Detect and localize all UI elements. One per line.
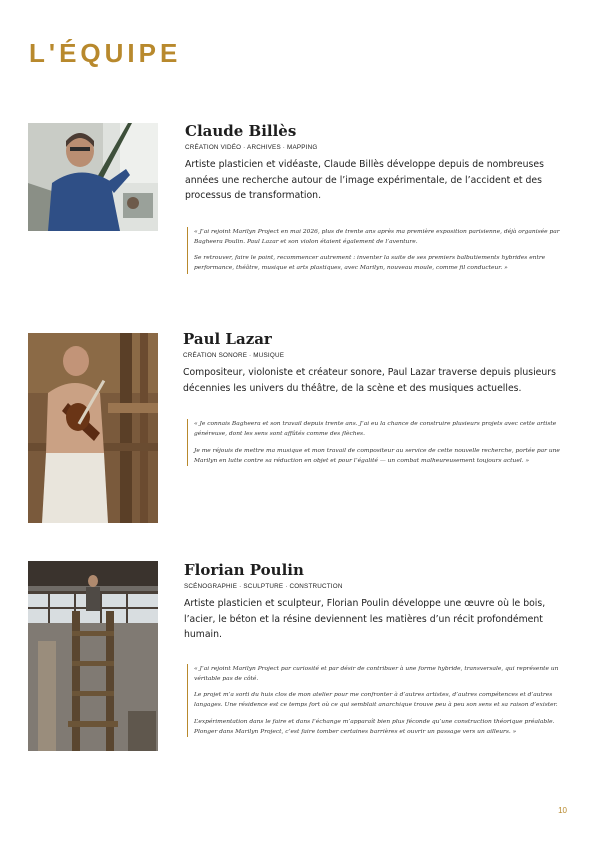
- member-photo: [28, 333, 158, 523]
- member-info: [185, 122, 563, 274]
- member-bio: Artiste plasticien et vidéaste, Claude Billès développe depuis de nombreuses années une recherche autour de l’image expérimentale, de l’accident et des processus de transformation.: [185, 159, 544, 201]
- member-roles: CRÉATION VIDÉO · ARCHIVES · MAPPING: [185, 144, 318, 151]
- quote-paragraph: Je me réjouis de mettre ma musique et mon travail de compositeur au service de cette nouvelle recherche, portée par une Marilyn en lutte contre sa réduction en objet et pour l’égalité — un combat malheureusement toujours actuel. »: [194, 447, 560, 464]
- member-bio: Artiste plasticien et sculpteur, Florian Poulin développe une œuvre où le bois, l’acier, le béton et la résine deviennent les matières d’un récit profondément humain.: [184, 598, 546, 640]
- member-name: Paul Lazar: [183, 330, 272, 348]
- quote-paragraph: L’expérimentation dans le faire et dans l’échange m’apparaît bien plus féconde qu’une construction théorique préalable. Plonger dans Marilyn Project, c’est faire tomber certaines barrières et ouvrir un passage vers un ailleurs. »: [194, 718, 555, 735]
- quote-paragraph: Se retrouver, faire le point, recommencer autrement : inventer la suite de ses premiers balbutiements hybrides entre performance, théâtre, musique et arts plastiques, avec Marilyn, nouveau moule, comme fil conducteur. »: [194, 255, 546, 272]
- member-quote: [187, 664, 565, 738]
- member-photo: [28, 561, 158, 751]
- member-roles: SCÉNOGRAPHIE · SCULPTURE · CONSTRUCTION: [184, 583, 343, 590]
- page-title: L'ÉQUIPE: [29, 38, 182, 68]
- member-quote: [187, 419, 563, 466]
- member-name: Claude Billès: [185, 122, 297, 140]
- member-photo: [28, 123, 158, 231]
- member-bio: Compositeur, violoniste et créateur sonore, Paul Lazar traverse depuis plusieurs décennies les univers du théâtre, de la scène et des musiques actuelles.: [183, 367, 556, 394]
- member-info: [184, 561, 565, 737]
- member-name: Florian Poulin: [184, 561, 304, 579]
- member-quote: [187, 227, 563, 274]
- quote-paragraph: « J’ai rejoint Marilyn Project en mai 2026, plus de trente ans après ma première exposition parisienne, déjà organisée par Bagheera Poulin. Paul Lazar et son violon étaient également de l’aventure.: [194, 228, 560, 245]
- quote-paragraph: « J’ai rejoint Marilyn Project par curiosité et par désir de contribuer à une forme hybride, transversale, qui représente un véritable pas de côté.: [194, 665, 559, 682]
- page-number: 10: [558, 806, 567, 815]
- quote-paragraph: Le projet m’a sorti du huis clos de mon atelier pour me confronter à d’autres artistes, d’autres compétences et d’autres langages. Une résidence est ce temps fort où ce qui semblait anarchique trouve peu à peu son sens et sa raison d’exister.: [194, 692, 558, 709]
- quote-paragraph: « Je connais Bagheera et son travail depuis trente ans. J’ai eu la chance de construire plusieurs projets avec cette artiste généreuse, dont les sens sont affûtés comme des flèches.: [194, 421, 557, 438]
- member-info: [183, 330, 563, 466]
- member-roles: CRÉATION SONORE · MUSIQUE: [183, 352, 285, 359]
